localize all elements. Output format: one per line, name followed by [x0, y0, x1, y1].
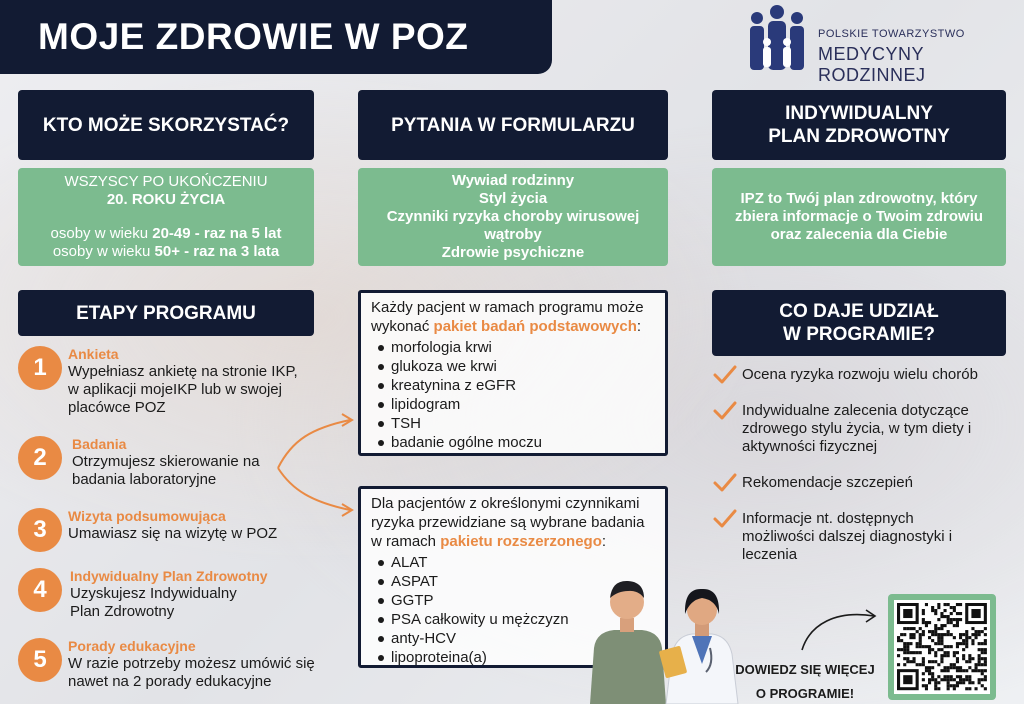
list-item: PSA całkowity u mężczyzn — [371, 610, 655, 629]
step-text: Umawiasz się na wizytę w POZ — [68, 525, 278, 542]
form-box — [358, 168, 668, 266]
step-1 — [18, 346, 338, 420]
list-item: GGTP — [371, 591, 655, 610]
basic-panel-intro: Każdy pacjent w ramach programu może wykonać pakiet badań podstawowych: — [371, 299, 644, 335]
list-item: kreatynina z eGFR — [371, 376, 655, 395]
ipz-header — [712, 90, 1006, 160]
main-title — [0, 0, 552, 74]
benefits-header-line1: CO DAJE UDZIAŁ — [779, 301, 939, 322]
form-item-1: Wywiad rodzinny — [451, 172, 575, 189]
form-item-2: Styl życia — [478, 190, 548, 207]
benefit-item-3 — [712, 474, 1012, 498]
list-item: anty-HCV — [371, 629, 655, 648]
list-item: ASPAT — [371, 572, 655, 591]
benefit-item-1 — [712, 366, 1012, 390]
basic-panel-highlight: pakiet badań podstawowych — [433, 318, 637, 335]
step-text: W razie potrzeby możesz umówić się nawet na 2 porady edukacyjne — [68, 655, 315, 690]
step-title: Indywidualny Plan Zdrowotny — [70, 568, 268, 584]
ipz-text: IPZ to Twój plan zdrowotny, który zbiera informacje o Twoim zdrowiu oraz zalecenia dla Ciebie — [734, 190, 984, 243]
cta-line2: O PROGRAMIE! — [755, 686, 855, 701]
benefits-header — [712, 290, 1006, 356]
stages-header — [18, 290, 314, 336]
step-number: 2 — [18, 436, 62, 480]
benefit-item-2 — [712, 402, 1012, 458]
step-number: 3 — [18, 508, 62, 552]
form-item-3: Czynniki ryzyka choroby wirusowej wątroby — [386, 208, 640, 243]
extended-panel-intro: Dla pacjentów z określonymi czynnikami ryzyka przewidziane są wybrane badania w ramach pakietu rozszerzonego: — [371, 495, 645, 550]
step-text: Otrzymujesz skierowanie na badania laboratoryjne — [72, 453, 260, 488]
step-title: Wizyta podsumowująca — [68, 508, 226, 524]
step-title: Ankieta — [68, 346, 119, 362]
stages-header-text: ETAPY PROGRAMU — [76, 302, 256, 324]
list-item: badanie ogólne moczu — [371, 433, 655, 452]
who-header — [18, 90, 314, 160]
list-item: TSH — [371, 414, 655, 433]
family-icon — [746, 4, 808, 74]
basic-panel — [358, 290, 668, 456]
ipz-header-line2: PLAN ZDROWOTNY — [768, 126, 950, 147]
main-title-text: MOJE ZDROWIE W POZ — [38, 16, 469, 57]
curved-arrow-icon — [796, 596, 882, 656]
patient-doctor-illustration — [580, 574, 740, 704]
step-text: Uzyskujesz Indywidualny Plan Zdrowotny — [70, 585, 237, 620]
form-header-text: PYTANIA W FORMULARZU — [391, 114, 635, 136]
step-title: Badania — [72, 436, 127, 452]
logo — [746, 4, 1006, 85]
checkmark-icon — [712, 364, 738, 386]
who-line2: 20. ROKU ŻYCIA — [106, 191, 226, 208]
benefit-item-4 — [712, 510, 1012, 566]
form-header — [358, 90, 668, 160]
benefit-text: Ocena ryzyka rozwoju wielu chorób — [742, 366, 978, 383]
benefit-text: Informacje nt. dostępnych możliwości dalszej diagnostyki i leczenia — [742, 510, 953, 563]
step-number: 5 — [18, 638, 62, 682]
who-header-text: KTO MOŻE SKORZYSTAĆ? — [42, 114, 290, 136]
cta-text — [730, 658, 880, 704]
checkmark-icon — [712, 472, 738, 494]
who-box — [18, 168, 314, 266]
list-item: lipoproteina(a) — [371, 648, 655, 667]
step-text: Wypełniasz ankietę na stronie IKP, w aplikacji mojeIKP lub w swojej placówce POZ — [68, 363, 298, 416]
who-age2: osoby w wieku 50+ - raz na 3 lata — [52, 243, 280, 260]
step-4 — [18, 568, 338, 628]
qr-code-icon — [894, 600, 990, 694]
form-item-4: Zdrowie psychiczne — [441, 244, 585, 261]
who-line1: WSZYSCY PO UKOŃCZENIU — [64, 173, 268, 190]
list-item: ALAT — [371, 553, 655, 572]
basic-panel-list — [371, 338, 655, 452]
benefits-header-line2: W PROGRAMIE? — [783, 324, 935, 345]
benefit-text: Indywidualne zalecenia dotyczące zdrowego stylu życia, w tym diety i aktywności fizycznej — [742, 402, 972, 455]
list-item: morfologia krwi — [371, 338, 655, 357]
ipz-header-line1: INDYWIDUALNY — [785, 103, 933, 124]
benefit-text: Rekomendacje szczepień — [742, 474, 913, 491]
cta-line1: DOWIEDZ SIĘ WIĘCEJ — [735, 662, 875, 677]
checkmark-icon — [712, 508, 738, 530]
checkmark-icon — [712, 400, 738, 422]
extended-panel-highlight: pakietu rozszerzonego — [440, 533, 602, 550]
list-item: lipidogram — [371, 395, 655, 414]
qr-code[interactable] — [888, 594, 996, 700]
step-5 — [18, 638, 338, 698]
logo-line2: MEDYCYNY RODZINNEJ — [818, 44, 926, 85]
step-number: 1 — [18, 346, 62, 390]
step-number: 4 — [18, 568, 62, 612]
arrows — [272, 410, 362, 530]
list-item: glukoza we krwi — [371, 357, 655, 376]
ipz-box — [712, 168, 1006, 266]
step-title: Porady edukacyjne — [68, 638, 196, 654]
who-age1: osoby w wieku 20-49 - raz na 5 lat — [50, 225, 282, 242]
logo-line1: POLSKIE TOWARZYSTWO — [818, 28, 965, 40]
